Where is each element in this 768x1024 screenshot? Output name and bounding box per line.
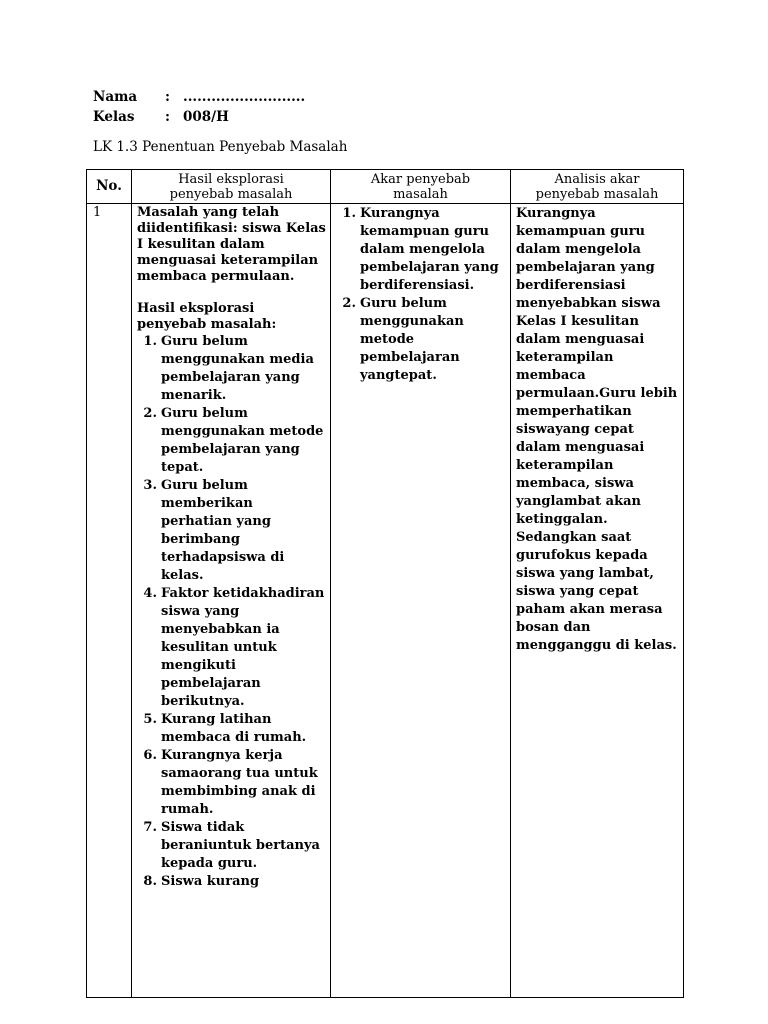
identity-header	[93, 87, 305, 127]
exploration-label: Hasil eksplorasi penyebab masalah:	[137, 301, 277, 332]
analysis-cell	[511, 204, 684, 998]
list-item	[137, 333, 326, 405]
name-value: ..........................	[183, 89, 306, 105]
root-cause-table	[86, 169, 684, 998]
list-item-text: Siswa kurang	[161, 874, 260, 889]
header-analysis-line1: Analisis akar	[554, 171, 640, 187]
list-item-text: Guru belum menggunakan media pembelajaran yang menarik.	[161, 334, 314, 403]
class-separator: :	[165, 109, 170, 125]
class-value: 008/H	[183, 109, 229, 125]
table-header-row	[87, 170, 684, 204]
list-item-text: Kurangnya kerja samaorang tua untuk membimbing anak di rumah.	[161, 748, 318, 817]
list-item-text: Kurangnya kemampuan guru dalam mengelola pembelajaran yang berdiferensiasi.	[360, 206, 499, 293]
header-no: No.	[87, 170, 132, 204]
problem-intro: Masalah yang telah diidentifikasi: siswa Kelas I kesulitan dalam menguasai keterampilan membaca permulaan.	[137, 205, 326, 284]
list-item-text: Guru belum menggunakan metode pembelajaran yangtepat.	[360, 296, 464, 383]
list-item-number: 7.	[143, 820, 157, 835]
name-row	[93, 87, 305, 107]
list-item-number: 1.	[342, 206, 356, 221]
class-row	[93, 107, 305, 127]
list-item-number: 3.	[143, 478, 157, 493]
root-cause-list	[336, 205, 506, 385]
header-root-cause	[331, 170, 511, 204]
analysis-text: Kurangnya kemampuan guru dalam mengelola pembelajaran yang berdiferensiasi menyebabkan siswa Kelas I kesulitan dalam menguasai keterampilan membaca permulaan.Guru lebih memperhatikan siswayang cepat dalam menguasai keterampilan membaca, siswa yanglambat akan ketinggalan. Sedangkan saat gurufokus kepada siswa yang lambat, siswa yang cepat paham akan merasa bosan dan mengganggu di kelas.	[516, 206, 678, 653]
exploration-list	[137, 333, 326, 891]
list-item-text: Kurang latihan membaca di rumah.	[161, 712, 307, 745]
list-item-number: 8.	[143, 874, 157, 889]
list-item	[137, 747, 326, 819]
name-label: Nama	[93, 89, 138, 105]
exploration-cell	[132, 204, 331, 998]
header-root-cause-line2: masalah	[393, 186, 448, 202]
list-item-number: 5.	[143, 712, 157, 727]
list-item-text: Siswa tidak beraniuntuk bertanya kepada guru.	[161, 820, 320, 871]
spacer	[137, 285, 326, 301]
list-item	[336, 295, 506, 385]
list-item-number: 4.	[143, 586, 157, 601]
worksheet-title: LK 1.3 Penentuan Penyebab Masalah	[93, 139, 348, 155]
header-exploration-line2: penyebab masalah	[169, 186, 293, 202]
list-item-number: 2.	[342, 296, 356, 311]
list-item	[137, 477, 326, 585]
list-item-number: 2.	[143, 406, 157, 421]
list-item-text: Faktor ketidakhadiran siswa yang menyebabkan ia kesulitan untuk mengikuti pembelajaran berikutnya.	[161, 586, 325, 709]
list-item	[137, 585, 326, 711]
list-item-text: Guru belum menggunakan metode pembelajaran yang tepat.	[161, 406, 324, 475]
list-item	[336, 205, 506, 295]
list-item-number: 1.	[143, 334, 157, 349]
list-item	[137, 873, 326, 891]
list-item-number: 6.	[143, 748, 157, 763]
header-root-cause-line1: Akar penyebab	[370, 171, 471, 187]
header-analysis	[511, 170, 684, 204]
name-separator: :	[165, 89, 170, 105]
header-exploration-line1: Hasil eksplorasi	[178, 171, 284, 187]
table-row	[87, 204, 684, 998]
list-item-text: Guru belum memberikan perhatian yang berimbang terhadapsiswa di kelas.	[161, 478, 285, 583]
class-label: Kelas	[93, 109, 135, 125]
row-number: 1	[87, 204, 132, 998]
list-item	[137, 711, 326, 747]
header-exploration	[132, 170, 331, 204]
list-item	[137, 819, 326, 873]
root-cause-cell	[331, 204, 511, 998]
list-item	[137, 405, 326, 477]
header-analysis-line2: penyebab masalah	[535, 186, 659, 202]
